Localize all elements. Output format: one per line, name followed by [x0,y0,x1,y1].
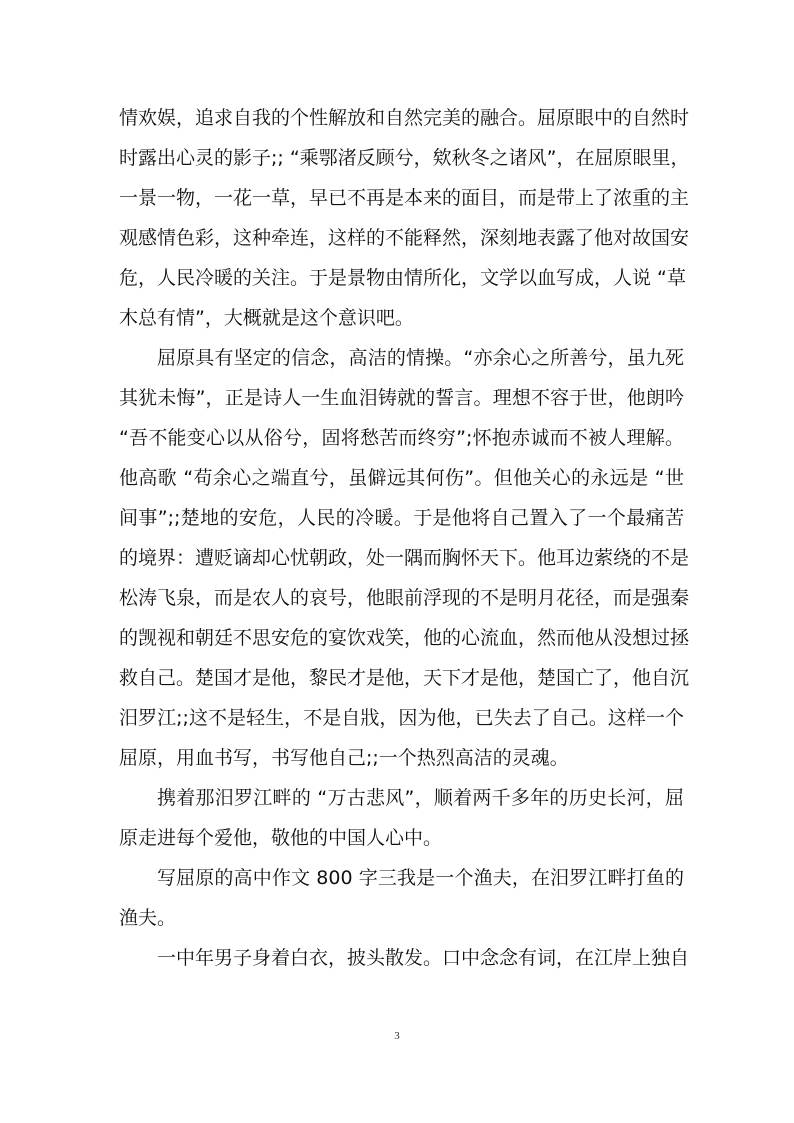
text-line: 他高歌 “苟余心之端直兮，虽僻远其何伤”。但他关心的永远是 “世 [119,467,684,489]
page-number: 3 [394,1030,400,1042]
text-line: 原走进每个爱他，敬他的中国人心中。 [119,827,443,849]
text-line: 观感情色彩，这种牵连，这样的不能释然，深刻地表露了他对故国安 [119,227,690,249]
document-body [119,98,690,978]
paragraph-5 [119,938,690,978]
text-line: 其犹未悔”，正是诗人一生血泪铸就的誓言。理想不容于世，他朗吟 [119,387,684,409]
text-line: 渔夫。 [119,907,177,929]
paragraph-1 [119,98,690,338]
text-line: 木总有情”，大概就是这个意识吧。 [119,307,414,329]
text-line: 屈原，用血书写，书写他自己;;一个热烈高洁的灵魂。 [119,747,569,769]
paragraph-3 [119,778,684,858]
paragraph-4 [119,858,684,938]
text-line: 一景一物，一花一草，早已不再是本来的面目，而是带上了浓重的主 [119,187,690,209]
text-line: 一中年男子身着白衣，披头散发。口中念念有词，在江岸上独自 [157,947,690,969]
text-line: 松涛飞泉，而是农人的哀号，他眼前浮现的不是明月花径，而是强秦 [119,587,690,609]
text-line: 间事”;;楚地的安危，人民的冷暖。于是他将自己置入了一个最痛苦 [119,507,684,529]
text-line: 写屈原的高中作文 800 字三我是一个渔夫，在汨罗江畔打鱼的 [157,867,684,889]
text-line: 屈原具有坚定的信念，高洁的情操。“亦余心之所善兮，虽九死 [157,347,684,369]
text-line: 汨罗江;;这不是轻生，不是自戕，因为他，已失去了自己。这样一个 [119,707,684,729]
text-line: 危，人民冷暖的关注。于是景物由情所化，文学以血写成，人说 “草 [119,267,686,289]
text-line: 携着那汨罗江畔的 “万古悲风”，顺着两千多年的历史长河，屈 [157,787,684,809]
text-line: 时露出心灵的影子;; “乘鄂渚反顾兮，欸秋冬之诸风”，在屈原眼里， [119,147,690,169]
text-line: 的境界：遭贬谪却心忧朝政，处一隅而胸怀天下。他耳边萦绕的不是 [119,547,690,569]
paragraph-2 [119,338,690,778]
text-line: 情欢娱，追求自我的个性解放和自然完美的融合。屈原眼中的自然时 [119,107,690,129]
text-line: 的觊视和朝廷不思安危的宴饮戏笑，他的心流血，然而他从没想过拯 [119,627,690,649]
text-line: 救自己。楚国才是他，黎民才是他，天下才是他，楚国亡了，他自沉 [119,667,690,689]
text-line: “吾不能变心以从俗兮，固将愁苦而终穷”;怀抱赤诚而不被人理解。 [119,427,684,449]
